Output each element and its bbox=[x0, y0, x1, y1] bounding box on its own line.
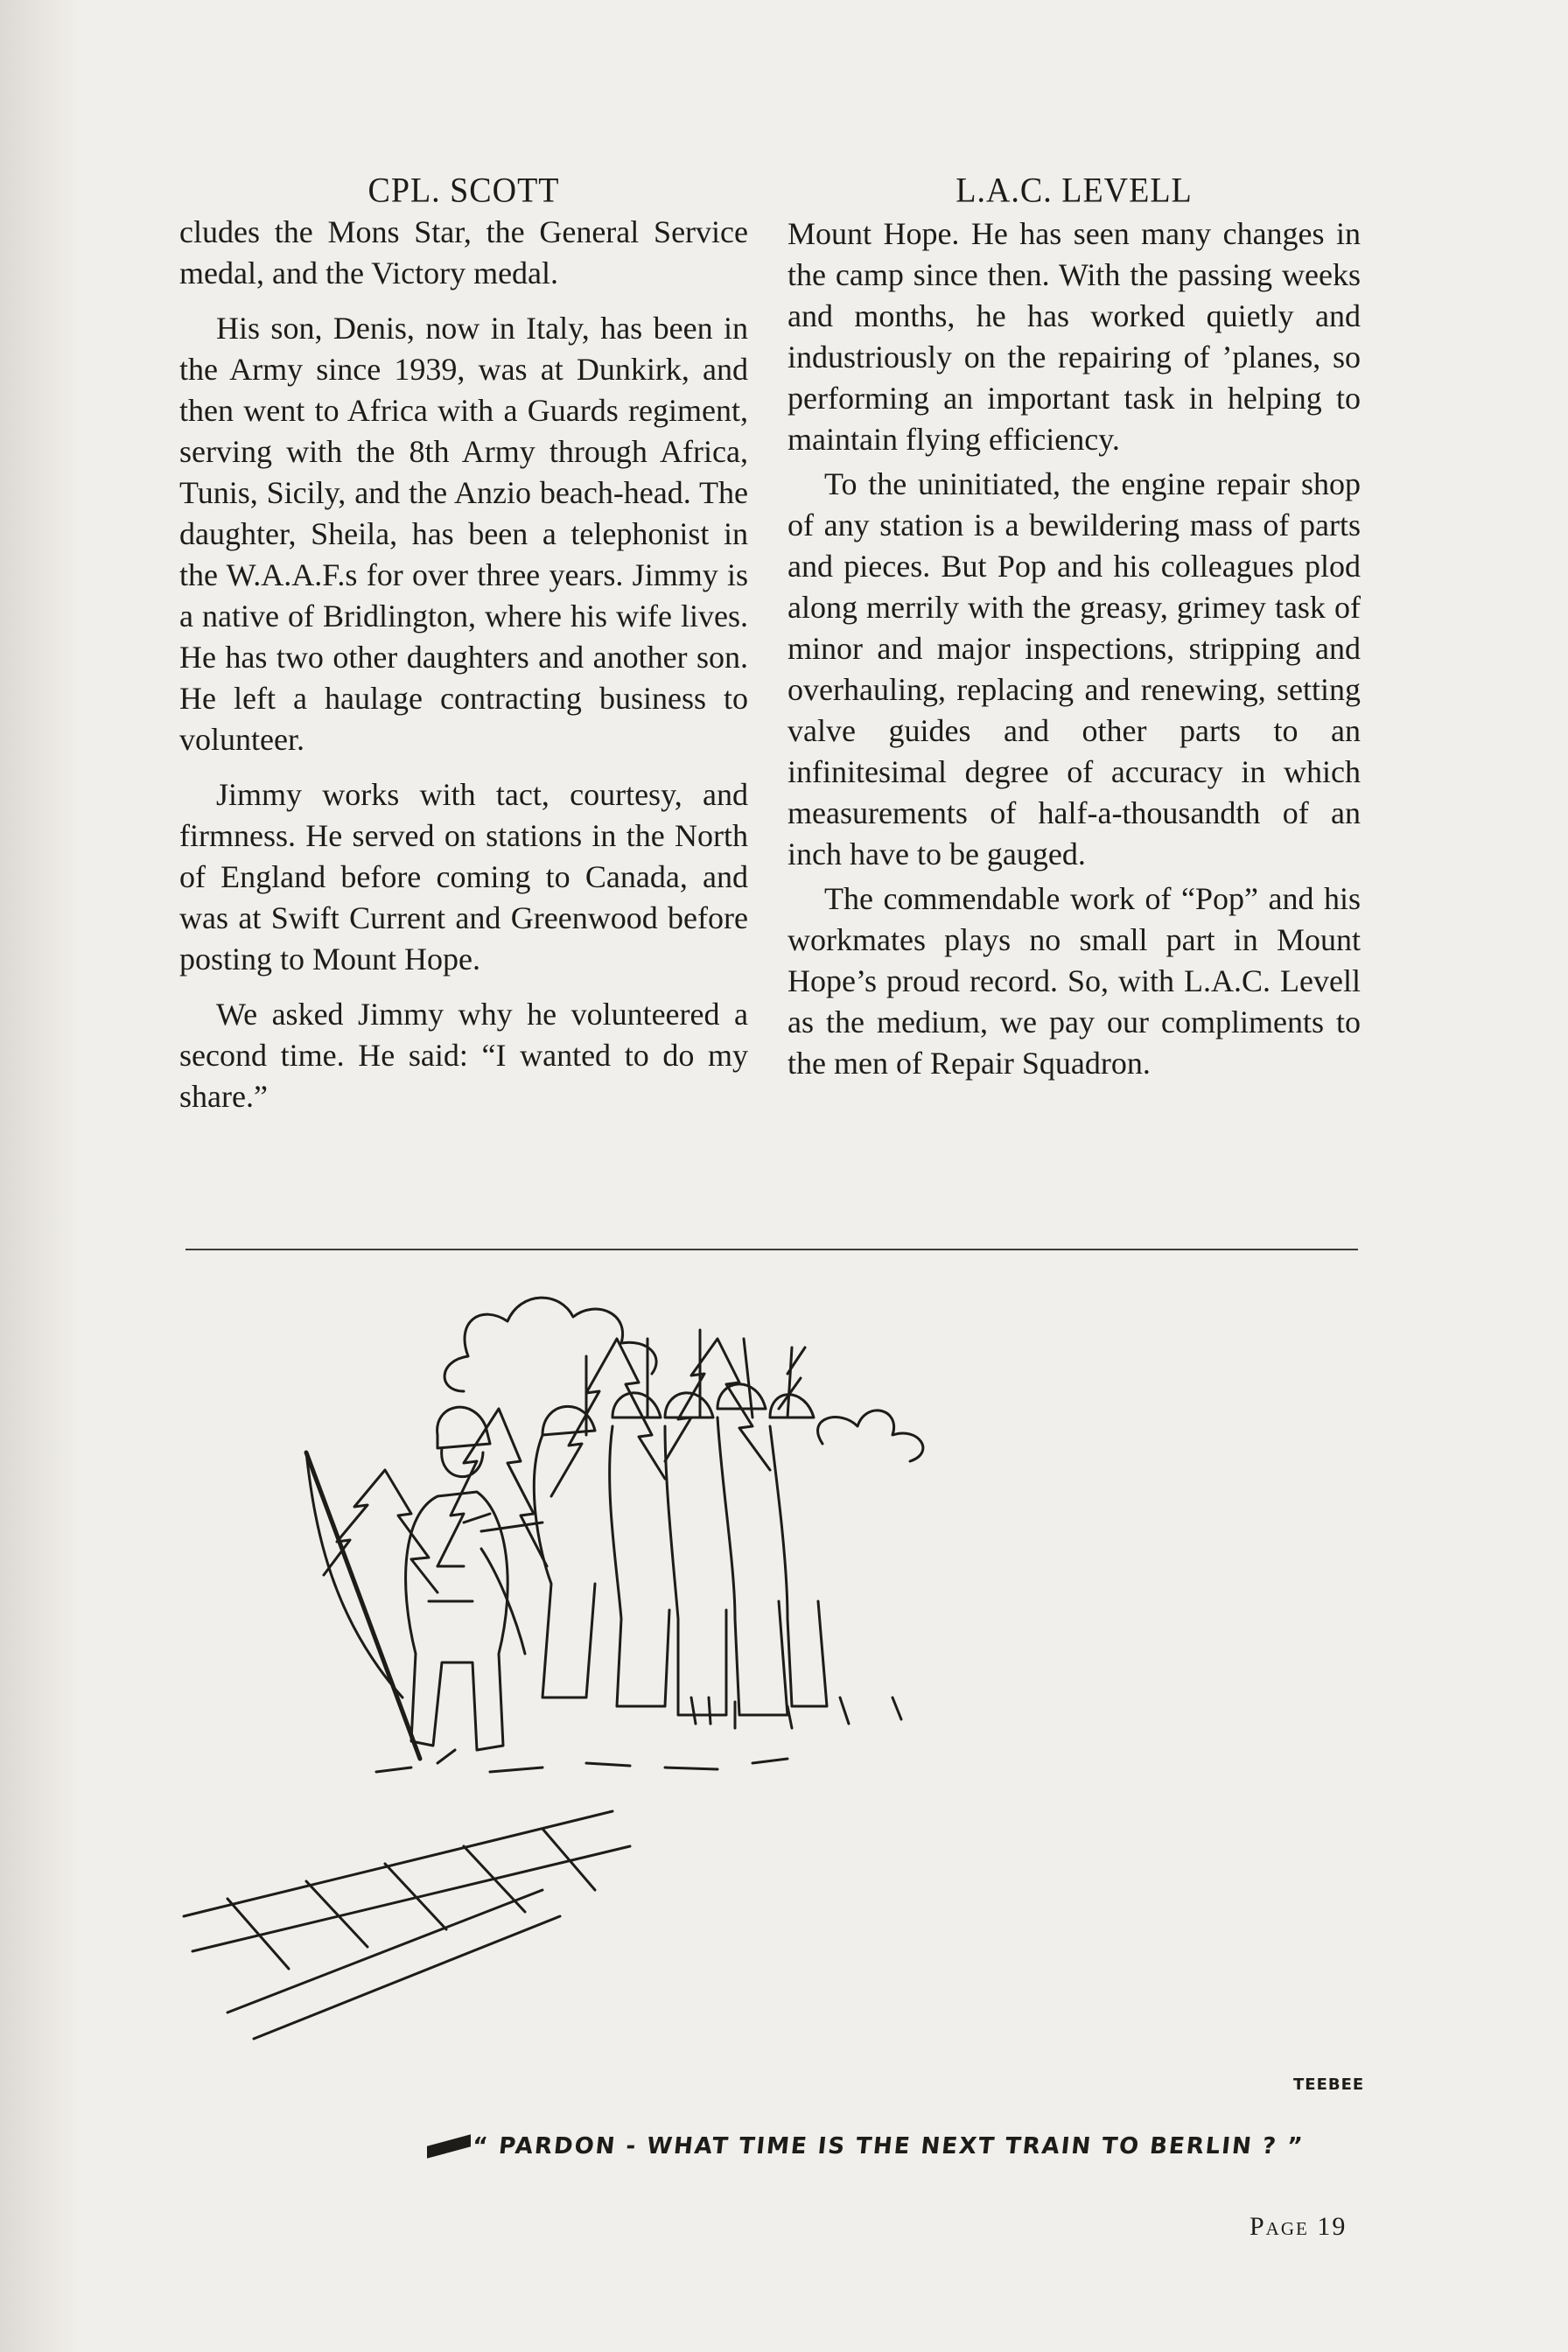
right-paragraph-1: Mount Hope. He has seen many changes in the camp since then. With the passing weeks and months, he has worked quietly and industriously on the repairing of ’planes, so performing an important task in helping to maintain flying efficiency. bbox=[788, 216, 1361, 457]
cartoon-caption: “ PARDON - WHAT TIME IS THE NEXT TRAIN TO BERLIN ? ” bbox=[471, 2133, 1306, 2160]
german-soldier bbox=[306, 1407, 525, 1759]
right-paragraph-3: The commendable work of “Pop” and his workmates plays no small part in Mount Hope’s proud record. So, with L.A.C. Levell as the medium, we pay our compliments to the men of Repair Squadron. bbox=[788, 881, 1361, 1081]
right-paragraph-2: To the uninitiated, the engine repair shop of any station is a bewildering mass of parts and pieces. But Pop and his colleagues plod along merrily with the greasy, grimey task of minor and major inspections, stripping and overhauling, replacing and renewing, setting valve guides and other parts to an infinitesimal degree of accuracy in which measurements of half-a-thousandth of an inch have to be gauged. bbox=[788, 466, 1361, 872]
ground-marks bbox=[376, 1750, 788, 1772]
cartoon-illustration bbox=[175, 1286, 1400, 2161]
cloud-outline bbox=[444, 1298, 656, 1391]
right-column bbox=[788, 172, 1361, 1088]
grass-marks bbox=[691, 1698, 901, 1728]
tree-outline bbox=[818, 1410, 923, 1461]
section-divider bbox=[186, 1249, 1358, 1250]
left-paragraph-3: Jimmy works with tact, courtesy, and firmness. He served on stations in the North of England before coming to Canada, and was at Swift Current and Greenwood before posting to Mount Hope. bbox=[179, 777, 748, 976]
artist-signature: TEEBEE bbox=[1293, 2076, 1365, 2094]
left-column-heading: CPL. SCOTT bbox=[368, 171, 560, 211]
left-paragraph-4: We asked Jimmy why he volunteered a second time. He said: “I wanted to do my share.” bbox=[179, 997, 748, 1114]
page-edge-shadow bbox=[0, 0, 79, 2352]
left-paragraph-2: His son, Denis, now in Italy, has been in the Army since 1939, was at Dunkirk, and then went to Africa with a Guards regiment, serving with the 8th Army through Africa, Tunis, Sicily, and the Anzio beach-head. The daughter, Sheila, has been a telephonist in the W.A.A.F.s for over three years. Jimmy is a native of Bridlington, where his wife lives. He has two other daughters and another son. He left a haulage contracting business to volunteer. bbox=[179, 311, 748, 757]
left-column bbox=[179, 172, 748, 1131]
tree-outline bbox=[438, 1409, 547, 1566]
soviet-soldiers bbox=[481, 1330, 827, 1715]
right-column-heading: L.A.C. LEVELL bbox=[956, 171, 1193, 211]
tree-outline bbox=[324, 1470, 438, 1592]
left-paragraph-1: cludes the Mons Star, the General Service medal, and the Victory medal. bbox=[179, 214, 748, 290]
page-number: Page 19 bbox=[1250, 2212, 1348, 2241]
